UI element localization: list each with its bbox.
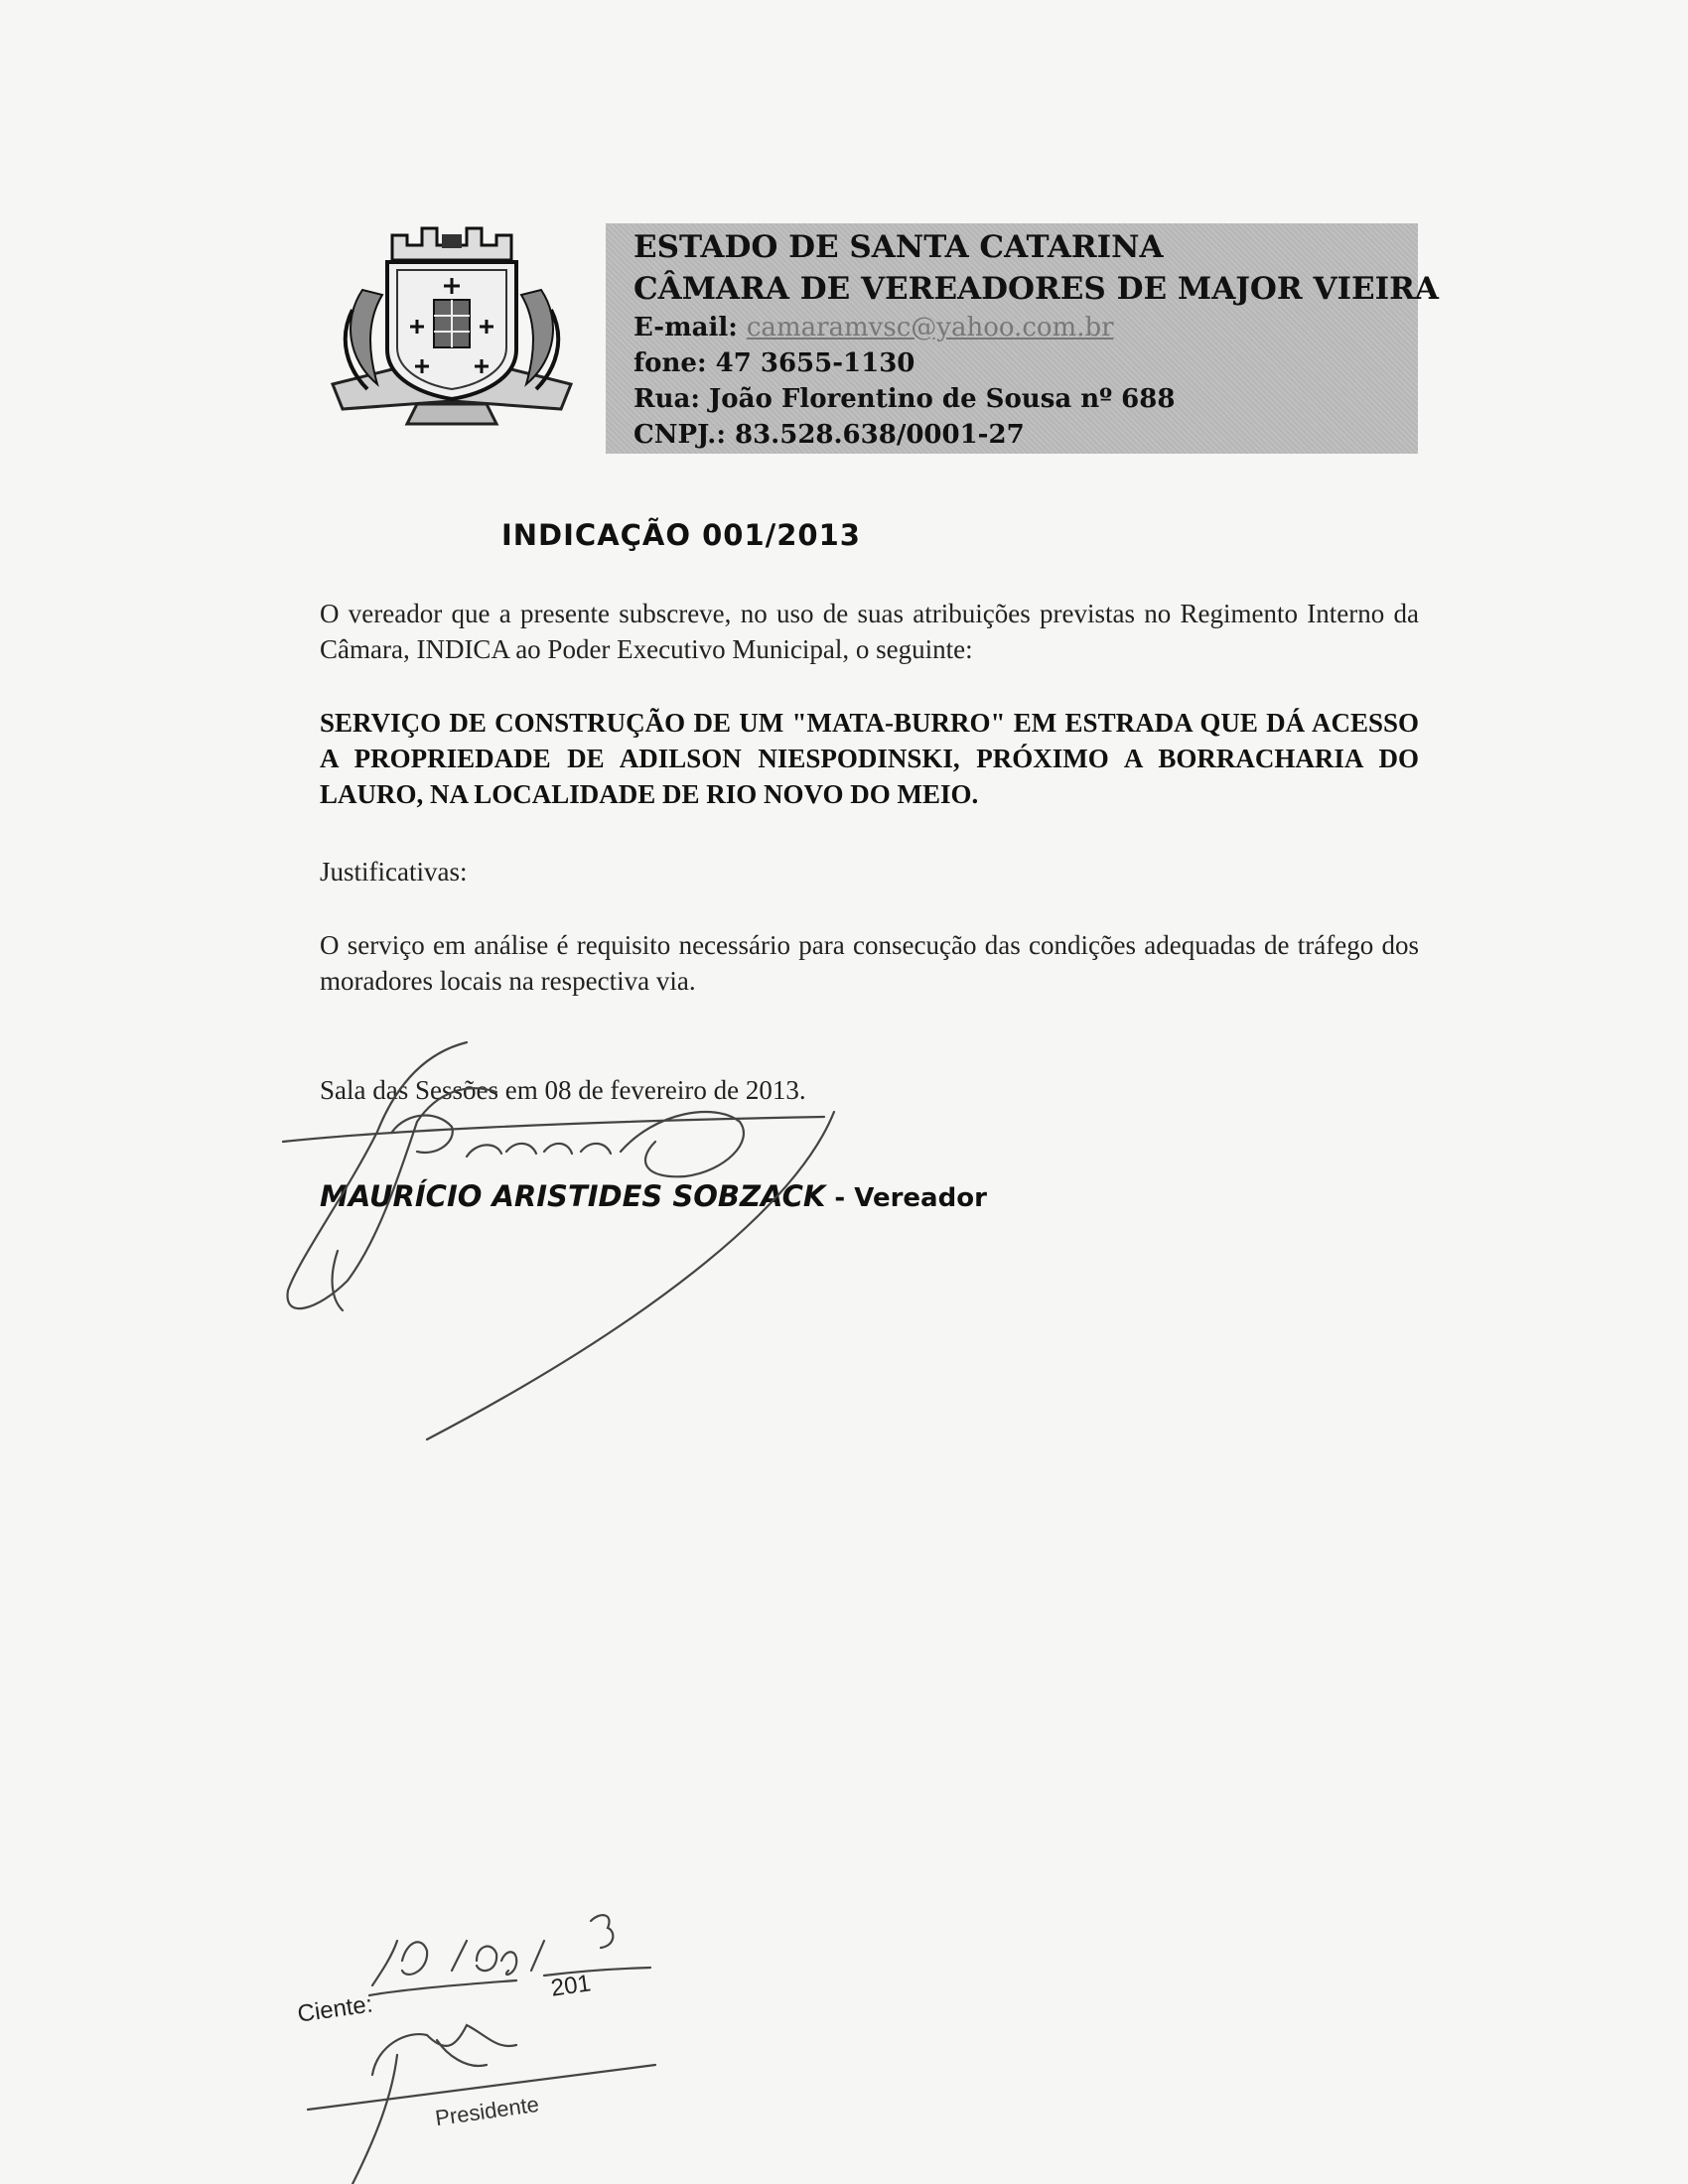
document-title: INDICAÇÃO 001/2013	[501, 518, 861, 552]
cnpj-line: CNPJ.: 83.528.638/0001-27	[633, 420, 1025, 450]
email-link[interactable]: camaramvsc@yahoo.com.br	[746, 313, 1114, 342]
signer-name: MAURÍCIO ARISTIDES SOBZACK	[320, 1179, 826, 1213]
municipal-coat-of-arms-icon	[323, 220, 581, 447]
email-label: E-mail:	[633, 313, 738, 342]
address-line: Rua: João Florentino de Sousa nº 688	[633, 384, 1176, 414]
session-date: Sala das Sessões em 08 de fevereiro de 2013.	[320, 1075, 806, 1105]
phone-line: fone: 47 3655-1130	[633, 348, 915, 378]
subject-paragraph: SERVIÇO DE CONSTRUÇÃO DE UM "MATA-BURRO" EM ESTRADA QUE DÁ ACESSO A PROPRIEDADE DE ADILSON NIESPODINSKI, PRÓXIMO A BORRACHARIA DO LAURO, NA LOCALIDADE DE RIO NOVO DO MEIO.	[320, 708, 1419, 809]
justification-paragraph: O serviço em análise é requisito necessário para consecução das condições adequadas de tráfego dos moradores locais na respectiva via.	[320, 930, 1419, 996]
president-label: Presidente	[433, 2091, 541, 2131]
letterhead	[606, 223, 1439, 454]
handwritten-date	[369, 1915, 650, 1995]
signer-role: - Vereador	[825, 1183, 987, 1213]
ciente-year-prefix: 201	[549, 1970, 593, 2002]
ciente-label: Ciente:	[296, 1990, 375, 2028]
justification-label: Justificativas:	[320, 857, 468, 887]
state-name: ESTADO DE SANTA CATARINA	[633, 229, 1164, 265]
signer-line	[320, 1179, 987, 1213]
email-line	[633, 313, 1114, 342]
intro-paragraph: O vereador que a presente subscreve, no uso de suas atribuições previstas no Regimento Interno da Câmara, INDICA ao Poder Executivo Municipal, o seguinte:	[320, 599, 1419, 664]
chamber-name: CÂMARA DE VEREADORES DE MAJOR VIEIRA	[633, 271, 1439, 307]
